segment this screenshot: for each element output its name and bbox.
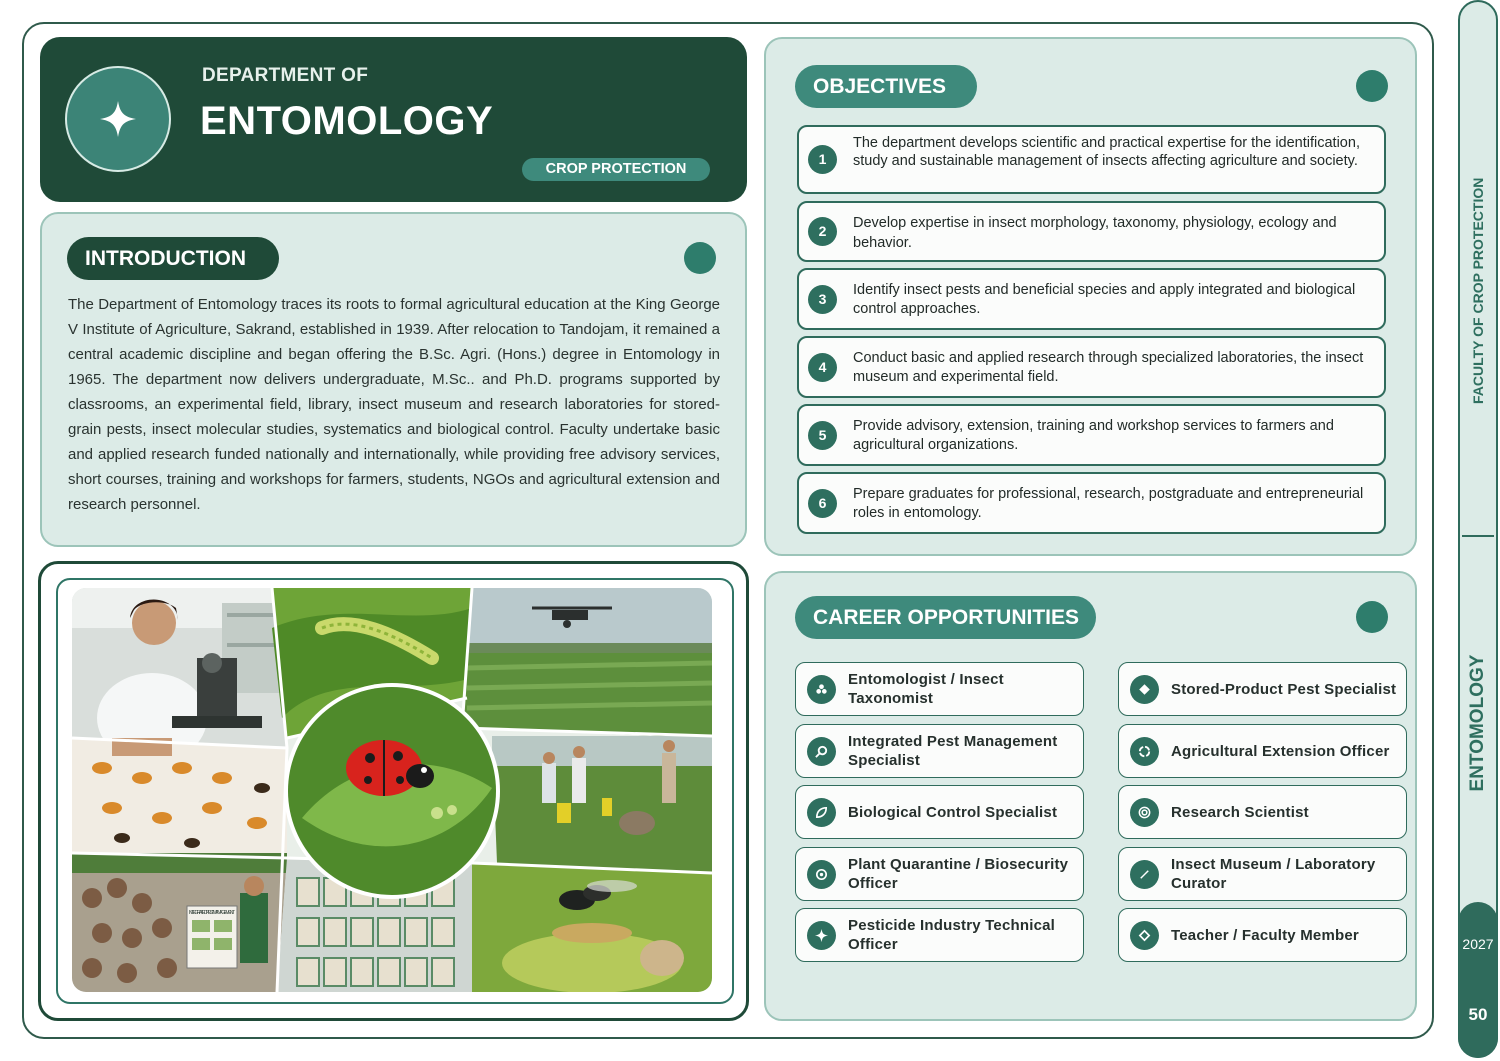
recycle-icon: [1130, 737, 1159, 766]
objective-item: [797, 404, 1386, 466]
career-label: Research Scientist: [1171, 803, 1309, 821]
leaf-icon: [807, 798, 836, 827]
side-strip-footer: [1458, 902, 1498, 1058]
department-header: [40, 37, 747, 202]
career-item: [795, 785, 1084, 839]
year-label: 2027: [1462, 936, 1494, 952]
decorative-dot: [1356, 601, 1388, 633]
career-label: Teacher / Faculty Member: [1171, 926, 1359, 944]
career-label: Stored-Product Pest Specialist: [1171, 680, 1397, 698]
page-number: 50: [1468, 1005, 1488, 1024]
objective-number: 3: [808, 285, 837, 314]
career-label: Plant Quarantine / Biosecurity Officer: [848, 856, 1069, 892]
ipm-sign-text: INTEGRATED PEST MANAGEMENT: [189, 910, 236, 916]
introduction-panel: [40, 212, 747, 547]
objectives-panel: [764, 37, 1417, 556]
shield-icon: [807, 860, 836, 889]
objective-item: [797, 201, 1386, 262]
career-item: [1118, 662, 1407, 716]
drone-field-photo: [462, 588, 712, 738]
career-label: Agricultural Extension Officer: [1171, 742, 1390, 760]
objective-text: Develop expertise in insect morphology, taxonomy, physiology, ecology and behavior.: [853, 215, 1337, 251]
lab-scientist-photo: [72, 588, 287, 763]
introduction-heading: INTRODUCTION: [67, 237, 279, 280]
career-label: Insect Museum / Laboratory Curator: [1171, 856, 1376, 892]
collage-illustration: [72, 588, 712, 992]
parasitoid-wasp-photo: [472, 863, 712, 992]
career-item: [1118, 724, 1407, 778]
career-label: Integrated Pest Management Specialist: [848, 733, 1058, 769]
objective-item: [797, 336, 1386, 398]
objective-text: Identify insect pests and beneficial species and apply integrated and biological control approaches.: [853, 282, 1356, 317]
career-item: [795, 908, 1084, 962]
career-label: Entomologist / Insect Taxonomist: [848, 671, 1004, 707]
decorative-dot: [1356, 70, 1388, 102]
faculty-name-vertical: FACULTY OF CROP PROTECTION: [1470, 177, 1486, 404]
objective-item: [797, 268, 1386, 330]
target-icon: [1130, 798, 1159, 827]
department-logo: [65, 66, 171, 172]
objective-number: 2: [808, 217, 837, 246]
careers-panel: [764, 571, 1417, 1021]
photo-collage-frame: [38, 561, 749, 1021]
pin-icon: [1130, 860, 1159, 889]
diamond-outline-icon: [1130, 921, 1159, 950]
introduction-text: The Department of Entomology traces its roots to formal agricultural education at the King George V Institute of Agriculture, Sakrand, established in 1939. After relocation to Tandojam, it remained a central academic discipline and began offering the B.Sc. Agri. (Hons.) degree in Entomology in 1965. The department now delivers undergraduate, M.Sc.. and Ph.D. programs supported by classrooms, an experimental field, library, insect museum and research laboratories for stored-grain pests, insect molecular studies, systematics and biological control. Faculty undertake basic and applied research funded nationally and internationally, while providing free advisory services, short courses, training and workshops for farmers, students, NGOs and agricultural extension and research personnel.: [68, 296, 720, 513]
crop-protection-badge: CROP PROTECTION: [522, 158, 710, 181]
magnifier-icon: [807, 737, 836, 766]
career-item: [1118, 785, 1407, 839]
career-item: [1118, 908, 1407, 962]
photo-collage: [72, 588, 712, 992]
careers-heading: CAREER OPPORTUNITIES: [795, 596, 1096, 639]
objective-text: Conduct basic and applied research through specialized laboratories, the insect museum and experimental field.: [853, 350, 1364, 385]
objective-item: [797, 125, 1386, 194]
objective-text: Prepare graduates for professional, research, postgraduate and entrepreneurial roles in entomology.: [853, 486, 1364, 521]
side-divider: [1462, 535, 1494, 537]
photo-collage-border: [56, 578, 734, 1004]
objective-number: 1: [808, 145, 837, 174]
page-title: ENTOMOLOGY: [200, 99, 494, 143]
farmer-training-photo: [72, 853, 287, 992]
bug-icon: [807, 675, 836, 704]
career-label: Biological Control Specialist: [848, 803, 1058, 821]
department-name-vertical: ENTOMOLOGY: [1467, 654, 1488, 792]
objective-item: [797, 472, 1386, 534]
objective-number: 6: [808, 489, 837, 518]
header-subtitle: DEPARTMENT OF: [202, 65, 369, 86]
star-icon: [807, 921, 836, 950]
butterfly-collection-photo: [72, 738, 287, 858]
sparkle-icon: [98, 99, 138, 139]
ladybird-photo: [284, 683, 500, 899]
diamond-icon: [1130, 675, 1159, 704]
career-item: [1118, 847, 1407, 901]
objective-text: Provide advisory, extension, training and workshop services to farmers and agricultural organizations.: [853, 418, 1334, 453]
field-scouting-photo: [492, 736, 712, 873]
objective-number: 5: [808, 421, 837, 450]
career-item: [795, 662, 1084, 716]
objectives-heading: OBJECTIVES: [795, 65, 977, 108]
career-item: [795, 724, 1084, 778]
decorative-dot: [684, 242, 716, 274]
career-item: [795, 847, 1084, 901]
objective-number: 4: [808, 353, 837, 382]
objective-text: The department develops scientific and practical expertise for the identification, study and sustainable management of insects affecting agriculture and society.: [853, 135, 1360, 169]
career-label: Pesticide Industry Technical Officer: [848, 917, 1056, 953]
side-strip: [1458, 0, 1498, 1058]
